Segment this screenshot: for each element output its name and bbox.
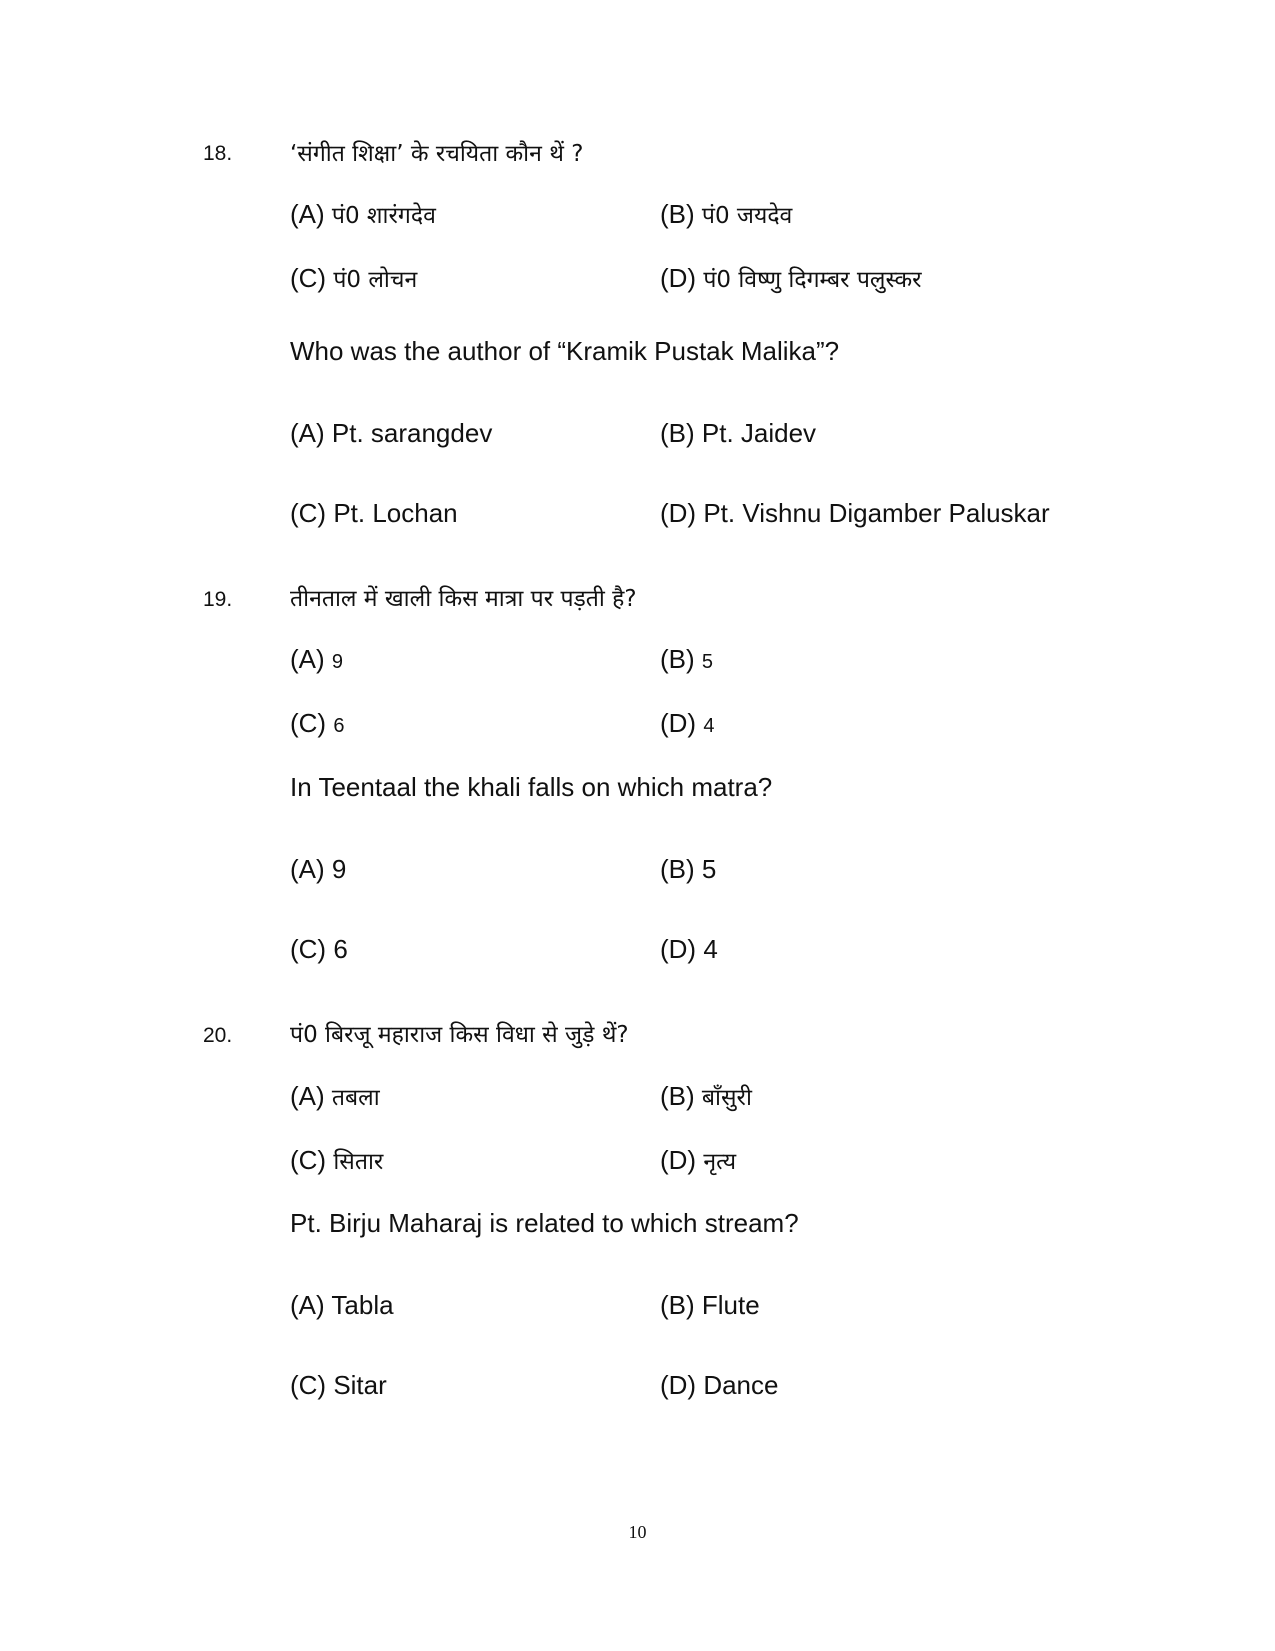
question-number: 19. bbox=[203, 588, 233, 611]
option-text: पं0 शारंगदेव bbox=[331, 203, 436, 229]
option-text: बाँसुरी bbox=[701, 1085, 752, 1111]
hindi-option-a bbox=[290, 198, 436, 230]
option-label: (D) bbox=[660, 263, 697, 293]
option-text: 4 bbox=[703, 715, 715, 737]
option-text: पं0 विष्णु दिगम्बर पलुस्कर bbox=[703, 267, 922, 293]
english-option-c: (C) Pt. Lochan bbox=[290, 498, 458, 528]
option-label: (A) bbox=[290, 199, 325, 229]
english-option-b: (B) Pt. Jaidev bbox=[660, 418, 817, 448]
option-label: (B) bbox=[660, 644, 695, 674]
page-number: 10 bbox=[628, 1522, 647, 1542]
english-question: Who was the author of “Kramik Pustak Malika”? bbox=[290, 336, 840, 366]
question-number: 18. bbox=[203, 142, 233, 165]
english-option-d: (D) 4 bbox=[660, 934, 718, 964]
hindi-question: ‘संगीत शिक्षा’ के रचयिता कौन थें ? bbox=[290, 141, 584, 167]
hindi-option-a bbox=[290, 644, 343, 675]
english-question: In Teentaal the khali falls on which matra? bbox=[290, 772, 773, 802]
option-label: (C) bbox=[290, 1145, 327, 1175]
hindi-option-b bbox=[660, 1080, 752, 1112]
option-text: सितार bbox=[333, 1149, 384, 1175]
hindi-option-d bbox=[660, 708, 714, 739]
option-text: नृत्य bbox=[703, 1149, 737, 1175]
english-option-c: (C) Sitar bbox=[290, 1370, 387, 1400]
english-option-a: (A) Pt. sarangdev bbox=[290, 418, 493, 448]
option-label: (D) bbox=[660, 1145, 697, 1175]
option-text: 5 bbox=[701, 651, 714, 673]
english-option-a: (A) Tabla bbox=[290, 1290, 394, 1320]
option-text: तबला bbox=[331, 1085, 380, 1111]
english-question: Pt. Birju Maharaj is related to which stream? bbox=[290, 1208, 799, 1238]
option-text: 6 bbox=[333, 715, 345, 737]
english-option-b: (B) 5 bbox=[660, 854, 717, 884]
english-option-d: (D) Pt. Vishnu Digamber Paluskar bbox=[660, 498, 1050, 528]
english-option-a: (A) 9 bbox=[290, 854, 347, 884]
english-option-c: (C) 6 bbox=[290, 934, 348, 964]
option-text: पं0 जयदेव bbox=[701, 203, 793, 229]
hindi-question: तीनताल में खाली किस मात्रा पर पड़ती है? bbox=[290, 586, 637, 612]
english-option-d: (D) Dance bbox=[660, 1370, 779, 1400]
hindi-option-c bbox=[290, 262, 417, 294]
hindi-option-b bbox=[660, 198, 792, 230]
option-label: (B) bbox=[660, 199, 695, 229]
hindi-question: पं0 बिरजू महाराज किस विधा से जुड़े थें? bbox=[290, 1022, 629, 1048]
option-label: (A) bbox=[290, 644, 325, 674]
option-label: (A) bbox=[290, 1081, 325, 1111]
hindi-option-d bbox=[660, 1144, 736, 1176]
english-option-b: (B) Flute bbox=[660, 1290, 760, 1320]
option-label: (C) bbox=[290, 708, 327, 738]
hindi-option-b bbox=[660, 644, 713, 675]
hindi-option-d bbox=[660, 262, 922, 294]
hindi-option-a bbox=[290, 1080, 380, 1112]
option-label: (C) bbox=[290, 263, 327, 293]
option-label: (B) bbox=[660, 1081, 695, 1111]
option-text: 9 bbox=[331, 651, 344, 673]
hindi-option-c bbox=[290, 708, 344, 739]
option-label: (D) bbox=[660, 708, 697, 738]
question-number: 20. bbox=[203, 1024, 233, 1047]
option-text: पं0 लोचन bbox=[333, 267, 418, 293]
hindi-option-c bbox=[290, 1144, 383, 1176]
